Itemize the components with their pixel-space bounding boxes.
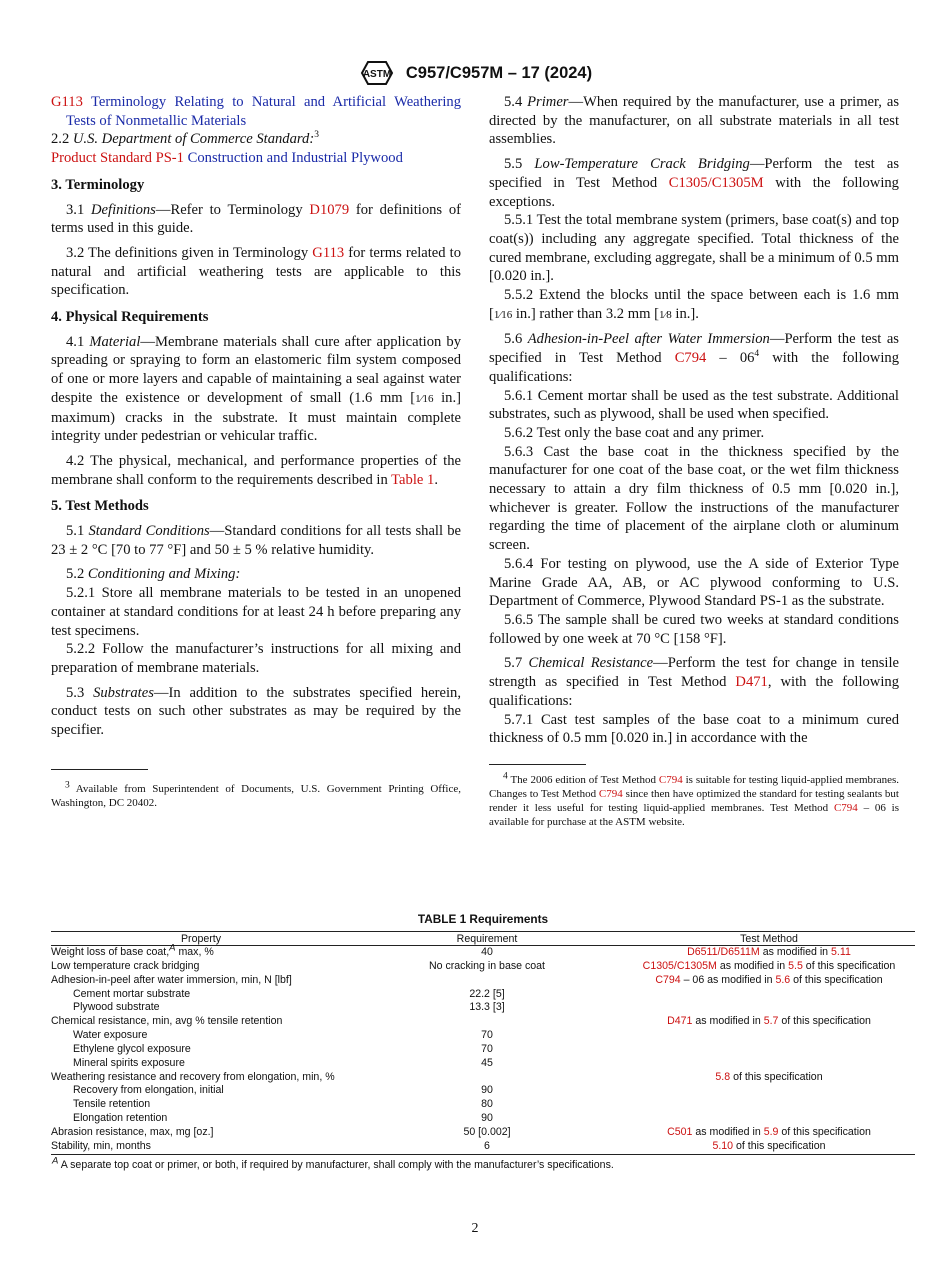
cell-requirement: 6 bbox=[351, 1140, 623, 1154]
link-c794[interactable]: C794 bbox=[674, 350, 707, 367]
cell-property: Cement mortar substrate bbox=[73, 987, 191, 1000]
link-c794-fn-3[interactable]: C794 bbox=[833, 801, 858, 814]
table-title: TABLE 1 Requirements bbox=[417, 912, 549, 926]
section-4-2: 4.2 The physical, mechanical, and performance properties of the membrane shall conform to the requirements described in Table 1. bbox=[51, 452, 461, 488]
document-designation: C957/C957M – 17 (2024) bbox=[405, 63, 593, 82]
cell-property: Stability, min, months bbox=[51, 1140, 351, 1154]
left-column bbox=[51, 93, 461, 810]
table-row bbox=[51, 1071, 915, 1085]
link-5-8[interactable]: 5.8 bbox=[715, 1070, 731, 1083]
cell-property: Ethylene glycol exposure bbox=[73, 1042, 191, 1055]
astm-logo-icon bbox=[358, 58, 396, 88]
link-5-10[interactable]: 5.10 bbox=[712, 1139, 734, 1152]
table-row bbox=[51, 974, 915, 988]
cell-method: C1305/C1305M as modified in 5.5 of this specification bbox=[642, 959, 896, 972]
section-5-6-1: 5.6.1 Cement mortar shall be used as the test substrate. Additional substrates, such as plywood, shall be used when specified. bbox=[489, 387, 899, 423]
link-5-11[interactable]: 5.11 bbox=[831, 946, 851, 958]
page-number: 2 bbox=[471, 1221, 479, 1236]
link-ps1-title[interactable]: Construction and Industrial Plywood bbox=[183, 150, 403, 167]
cell-property: Low temperature crack bridging bbox=[51, 959, 200, 972]
link-table-1[interactable]: Table 1 bbox=[391, 471, 435, 488]
cell-property: Chemical resistance, min, avg % tensile retention bbox=[51, 1015, 283, 1028]
link-5-5[interactable]: 5.5 bbox=[788, 959, 803, 972]
cell-property: Recovery from elongation, initial bbox=[73, 1084, 224, 1097]
cell-requirement: No cracking in base coat bbox=[428, 959, 545, 972]
section-5-2: 5.2 Conditioning and Mixing: bbox=[66, 566, 241, 583]
footnote-3: $^3$ Available from Superintendent of Documents, U.S. Government Printing Office, Washington, DC 20402. bbox=[51, 780, 461, 809]
table-row bbox=[51, 960, 915, 974]
section-5-5-2: 5.5.2 Extend the blocks until the space between each is 1.6 mm [1⁄16 in.] rather than 3.2 mm [1⁄8 in.]. bbox=[489, 287, 899, 322]
link-g113[interactable]: G113 bbox=[51, 94, 83, 110]
link-5-9[interactable]: 5.9 bbox=[763, 1125, 779, 1138]
table-header-row bbox=[51, 932, 915, 946]
cell-method: 5.10 of this specification bbox=[623, 1140, 915, 1154]
link-d471[interactable]: D471 bbox=[735, 674, 768, 691]
link-c1305[interactable]: C1305/C1305M bbox=[668, 174, 764, 191]
cell-property: Elongation retention bbox=[73, 1112, 168, 1125]
section-2-2: 2.2 U.S. Department of Commerce Standard:$^3$ bbox=[51, 130, 319, 148]
section-5-2-1: 5.2.1 Store all membrane materials to be tested in an unopened container at standard conditions for at least 24 h before preparing any test specimens. bbox=[51, 585, 461, 639]
link-g113-inline[interactable]: G113 bbox=[312, 244, 345, 261]
section-4-1: 4.1 Material—Membrane materials shall cure after application by spreading or spraying to form an elastomeric film system composed of one or more layers and capable of maintaining a seal against water despite the existence or development of small (1.6 mm [1⁄16 in.] maximum) cracks in the substrate. It must maintain complete integrity under pedestrian or vehicular traffic. bbox=[51, 333, 461, 445]
cell-requirement: 45 bbox=[481, 1056, 493, 1069]
cell-method bbox=[623, 1084, 915, 1098]
cell-property: Water exposure bbox=[73, 1029, 148, 1042]
table-row bbox=[51, 1015, 915, 1029]
section-5-6-5: 5.6.5 The sample shall be cured two weeks at standard conditions followed by one week at 70 °C [158 °F]. bbox=[489, 611, 899, 647]
table-row bbox=[51, 1029, 915, 1043]
link-c501[interactable]: C501 bbox=[667, 1125, 693, 1138]
table-footnote: $^A$ A separate top coat or primer, or both, if required by manufacturer, shall comply with the manufacturer’s specifications. bbox=[52, 1155, 614, 1171]
cell-property: Tensile retention bbox=[73, 1098, 151, 1111]
right-column bbox=[489, 93, 899, 829]
section-5-4: 5.4 Primer—When required by the manufacturer, use a primer, as directed by the manufacturer, on all substrate materials in all test assemblies. bbox=[489, 94, 900, 148]
svg-text:ASTM: ASTM bbox=[362, 69, 392, 80]
header-property: Property bbox=[51, 932, 351, 946]
link-5-7[interactable]: 5.7 bbox=[763, 1015, 779, 1028]
link-d1079[interactable]: D1079 bbox=[309, 201, 350, 218]
section-5-6-4: 5.6.4 For testing on plywood, use the A side of Exterior Type Marine Grade AA, AB, or AC plywood conforming to U.S. Department of Commerce, Plywood Standard PS-1 as the substrate. bbox=[489, 555, 899, 610]
cell-requirement: 90 bbox=[481, 1112, 493, 1125]
section-5-3: 5.3 Substrates—In addition to the substrates specified herein, conduct tests on such other substrates as may be required by the specifier. bbox=[51, 684, 461, 739]
cell-requirement: 70 bbox=[481, 1029, 493, 1042]
link-c794-table[interactable]: C794 bbox=[655, 973, 681, 986]
section-5-5-1: 5.5.1 Test the total membrane system (primers, base coat(s) and top coat(s)) including any aggregate specified. Total thickness of the cured membrane, excluding aggregate, shall be a minimum of 0.5 mm [0.020 in.]. bbox=[489, 212, 899, 285]
cell-requirement bbox=[351, 1071, 623, 1085]
cell-method bbox=[623, 1057, 915, 1071]
table-row bbox=[51, 946, 915, 960]
cell-requirement: 40 bbox=[481, 946, 493, 958]
cell-method bbox=[623, 1001, 915, 1015]
section-5-1: 5.1 Standard Conditions—Standard conditions for all tests shall be 23 ± 2 °C [70 to 77 °F] and 50 ± 5 % relative humidity. bbox=[51, 523, 461, 558]
requirements-table bbox=[51, 931, 915, 1155]
cell-property: Weathering resistance and recovery from elongation, min, % bbox=[51, 1070, 335, 1083]
cell-method: D6511/D6511M as modified in 5.11 bbox=[687, 946, 851, 958]
cell-requirement: 13.3 [3] bbox=[469, 1001, 505, 1014]
heading-terminology: 3. Terminology bbox=[51, 176, 145, 193]
link-ps1[interactable]: Product Standard PS-1 bbox=[51, 150, 184, 167]
link-d6511[interactable]: D6511/D6511M bbox=[687, 946, 760, 958]
page-header bbox=[0, 58, 950, 88]
heading-physical-requirements: 4. Physical Requirements bbox=[51, 309, 209, 326]
link-c794-fn-1[interactable]: C794 bbox=[658, 773, 683, 786]
cell-property: Mineral spirits exposure bbox=[73, 1056, 185, 1069]
section-5-6-3: 5.6.3 Cast the base coat in the thickness specified by the manufacturer for one coat of the base coat, or the wet film thickness necessary to attain a dry film thickness of 0.5 mm [0.020 in.], whichever is greater. Follow the instructions of the manufacturer regarding the time of placement of the airplane cloth or aluminum screen. bbox=[489, 443, 899, 554]
cell-requirement: 80 bbox=[481, 1098, 493, 1111]
cell-method bbox=[623, 1029, 915, 1043]
ref-g113 bbox=[51, 93, 461, 130]
cell-method: C794 – 06 as modified in 5.6 of this specification bbox=[655, 973, 883, 986]
section-3-2: 3.2 The definitions given in Terminology G113 for terms related to natural and artificial weathering tests are applicable to this specification. bbox=[51, 244, 461, 299]
cell-property: Plywood substrate bbox=[73, 1001, 160, 1014]
cell-method bbox=[623, 1112, 915, 1126]
requirements-table-section bbox=[51, 912, 915, 1171]
cell-requirement: 50 [0.002] bbox=[463, 1125, 511, 1138]
link-c794-fn-2[interactable]: C794 bbox=[598, 787, 623, 800]
section-5-7-1: 5.7.1 Cast test samples of the base coat to a minimum cured thickness of 0.5 mm [0.020 in.] in accordance with the bbox=[489, 711, 899, 747]
section-5-5: 5.5 Low-Temperature Crack Bridging—Perform the test as specified in Test Method C1305/C1305M with the following exceptions. bbox=[489, 156, 899, 210]
link-g113-title[interactable]: Terminology Relating to Natural and Artificial Weathering Tests of Nonmetallic Materials bbox=[66, 94, 461, 129]
cell-requirement: 90 bbox=[481, 1084, 493, 1097]
ref-ps1 bbox=[51, 149, 461, 168]
table-row bbox=[51, 1112, 915, 1126]
cell-requirement: 22.2 [5] bbox=[469, 987, 505, 1000]
section-5-7: 5.7 Chemical Resistance—Perform the test for change in tensile strength as specified in Test Method D471, with the following qualifications: bbox=[489, 655, 900, 709]
table-row bbox=[51, 1043, 915, 1057]
cell-property: Weight loss of base coat,$^A$ max, % bbox=[51, 942, 214, 958]
cell-property: Abrasion resistance, max, mg [oz.] bbox=[51, 1125, 214, 1138]
cell-property: Adhesion-in-peel after water immersion, min, N [lbf] bbox=[51, 973, 292, 986]
link-5-6[interactable]: 5.6 bbox=[775, 973, 791, 986]
link-d471-table[interactable]: D471 bbox=[667, 1015, 693, 1028]
cell-requirement bbox=[351, 1015, 623, 1029]
cell-method: D471 as modified in 5.7 of this specification bbox=[667, 1015, 871, 1028]
section-5-6-2: 5.6.2 Test only the base coat and any primer. bbox=[504, 424, 765, 441]
cell-method: C501 as modified in 5.9 of this specification bbox=[667, 1125, 871, 1138]
cell-method: 5.8 of this specification bbox=[715, 1070, 823, 1083]
table-row bbox=[51, 1057, 915, 1071]
table-row bbox=[51, 1140, 915, 1154]
cell-requirement bbox=[351, 974, 623, 988]
header-test-method: Test Method bbox=[623, 932, 915, 946]
section-3-1: 3.1 Definitions—Refer to Terminology D1079 for definitions of terms used in this guide. bbox=[51, 201, 461, 237]
cell-requirement: 70 bbox=[481, 1042, 493, 1055]
link-c1305-table[interactable]: C1305/C1305M bbox=[642, 959, 717, 972]
footnote-4: $^4$ The 2006 edition of Test Method C794 is suitable for testing liquid-applied membranes. Changes to Test Method C794 since then have optimized the standard for testing sealants but render it less useful for testing liquid-applied membranes. Test Method C794 – 06 is available for purchase at the ASTM website. bbox=[489, 771, 899, 828]
header-requirement: Requirement bbox=[351, 932, 623, 946]
table-row bbox=[51, 1001, 915, 1015]
table-row bbox=[51, 1126, 915, 1140]
table-row bbox=[51, 1098, 915, 1112]
cell-method bbox=[623, 988, 915, 1002]
table-row bbox=[51, 988, 915, 1002]
cell-method bbox=[623, 1098, 915, 1112]
section-5-6: 5.6 Adhesion-in-Peel after Water Immersion—Perform the test as specified in Test Method $C794 - 06^4$ with the following qualifications: bbox=[489, 331, 899, 385]
table-row bbox=[51, 1084, 915, 1098]
cell-method bbox=[623, 1043, 915, 1057]
section-5-2-2: 5.2.2 Follow the manufacturer’s instructions for all mixing and preparation of membrane materials. bbox=[51, 641, 461, 676]
heading-test-methods: 5. Test Methods bbox=[51, 498, 149, 515]
